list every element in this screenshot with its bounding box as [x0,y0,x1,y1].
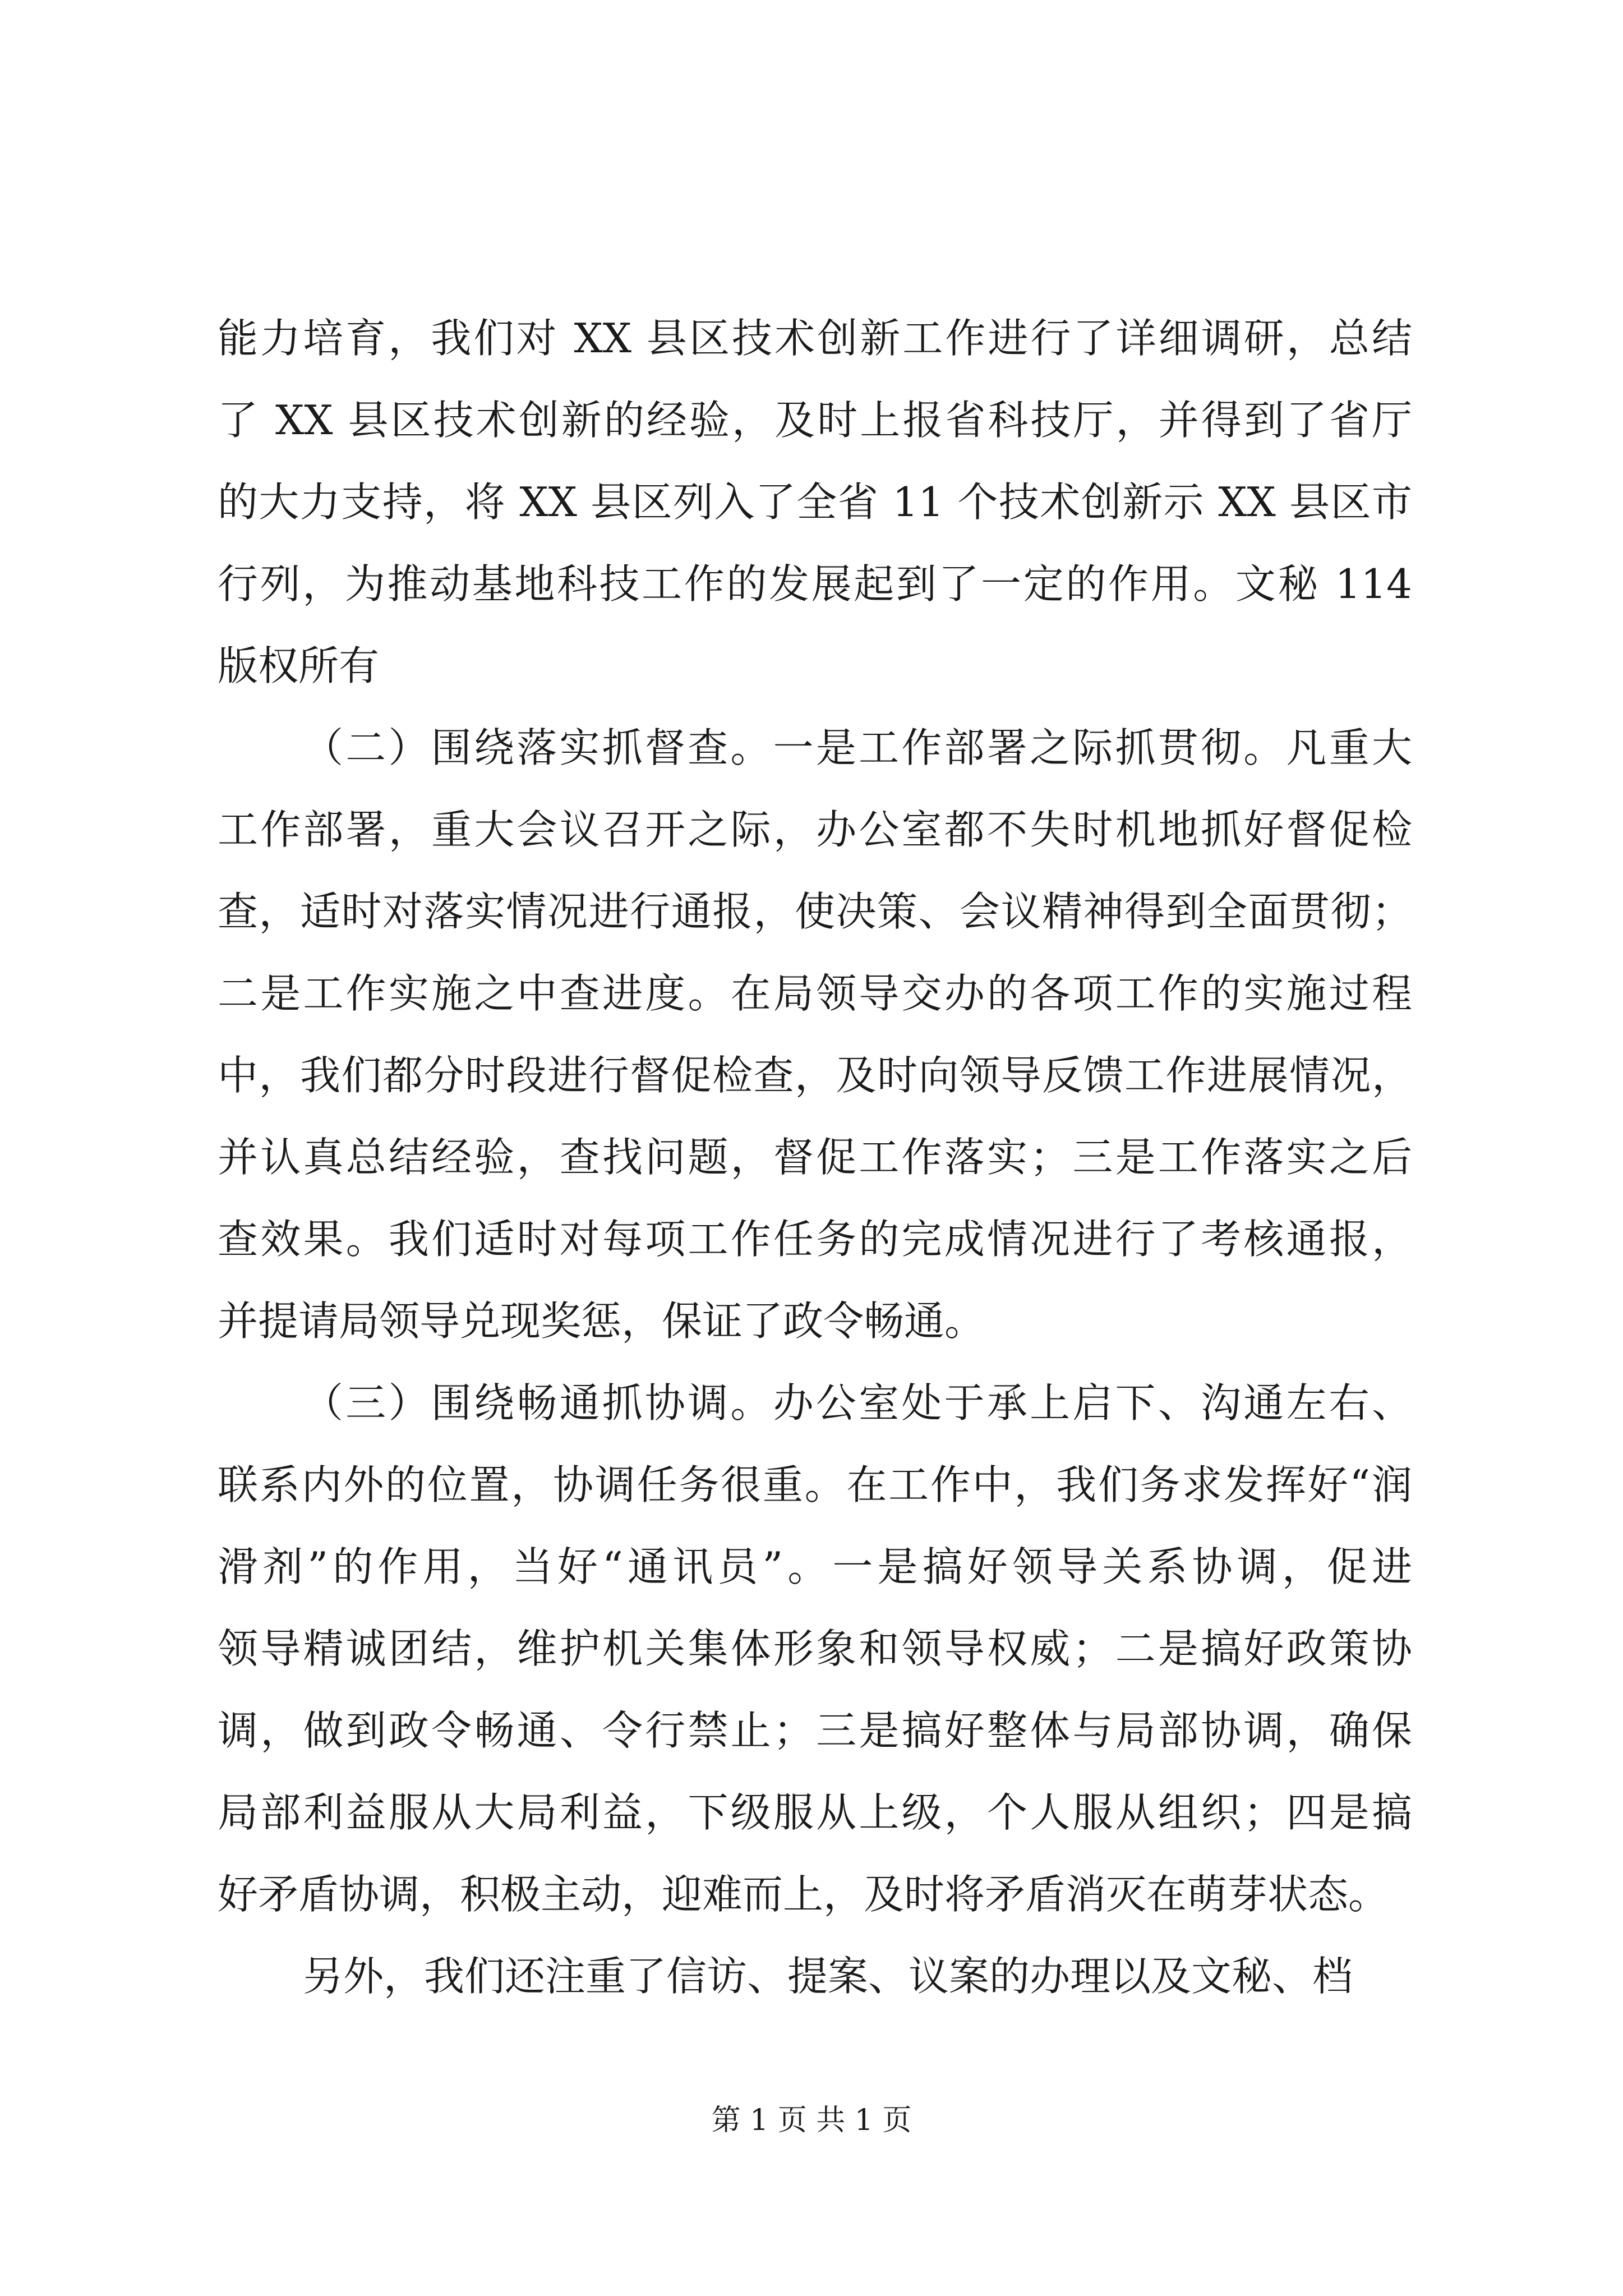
text-line: 并认真总结经验，查找问题，督促工作落实；三是工作落实之后 [218,1134,1412,1181]
paragraph-start-line: （三）围绕畅通抓协调。办公室处于承上启下、沟通左右、 [303,1379,1412,1427]
text-line: 好矛盾协调，积极主动，迎难而上，及时将矛盾消灭在萌芽状态。 [218,1871,1389,1918]
text-line: 查效果。我们适时对每项工作任务的完成情况进行了考核通报， [218,1216,1412,1263]
text-line: 二是工作实施之中查进度。在局领导交办的各项工作的实施过程 [218,970,1412,1017]
text-line: 的大力支持，将 XX 县区列入了全省 11 个技术创新示 XX 县区市 [218,478,1412,526]
paragraph-start-line: 另外，我们还注重了信访、提案、议案的办理以及文秘、档 [303,1953,1353,2000]
document-body [218,297,1412,2017]
page-number-footer: 第 1 页 共 1 页 [711,2104,912,2137]
text-line: 查，适时对落实情况进行通报，使决策、会议精神得到全面贯彻； [218,888,1412,935]
text-line: 了 XX 县区技术创新的经验，及时上报省科技厅，并得到了省厅 [218,397,1412,444]
text-line: 领导精诚团结，维护机关集体形象和领导权威；二是搞好政策协 [218,1625,1412,1672]
text-line: 中，我们都分时段进行督促检查，及时向领导反馈工作进展情况， [218,1052,1412,1099]
text-line: 行列，为推动基地科技工作的发展起到了一定的作用。文秘 114 [218,560,1412,608]
text-line: 局部利益服从大局利益，下级服从上级，个人服从组织；四是搞 [218,1789,1412,1836]
text-line: 版权所有 [218,642,380,689]
text-line: 联系内外的位置，协调任务很重。在工作中，我们务求发挥好“润 [218,1461,1412,1508]
text-line: 工作部署，重大会议召开之际，办公室都不失时机地抓好督促检 [218,806,1412,853]
text-line: 能力培育，我们对 XX 县区技术创新工作进行了详细调研，总结 [218,315,1412,362]
text-line: 滑剂”的作用，当好“通讯员”。一是搞好领导关系协调，促进 [218,1543,1412,1590]
paragraph-start-line: （二）围绕落实抓督查。一是工作部署之际抓贯彻。凡重大 [303,724,1412,771]
text-line: 调，做到政令畅通、令行禁止；三是搞好整体与局部协调，确保 [218,1707,1412,1754]
text-line: 并提请局领导兑现奖惩，保证了政令畅通。 [218,1297,985,1345]
